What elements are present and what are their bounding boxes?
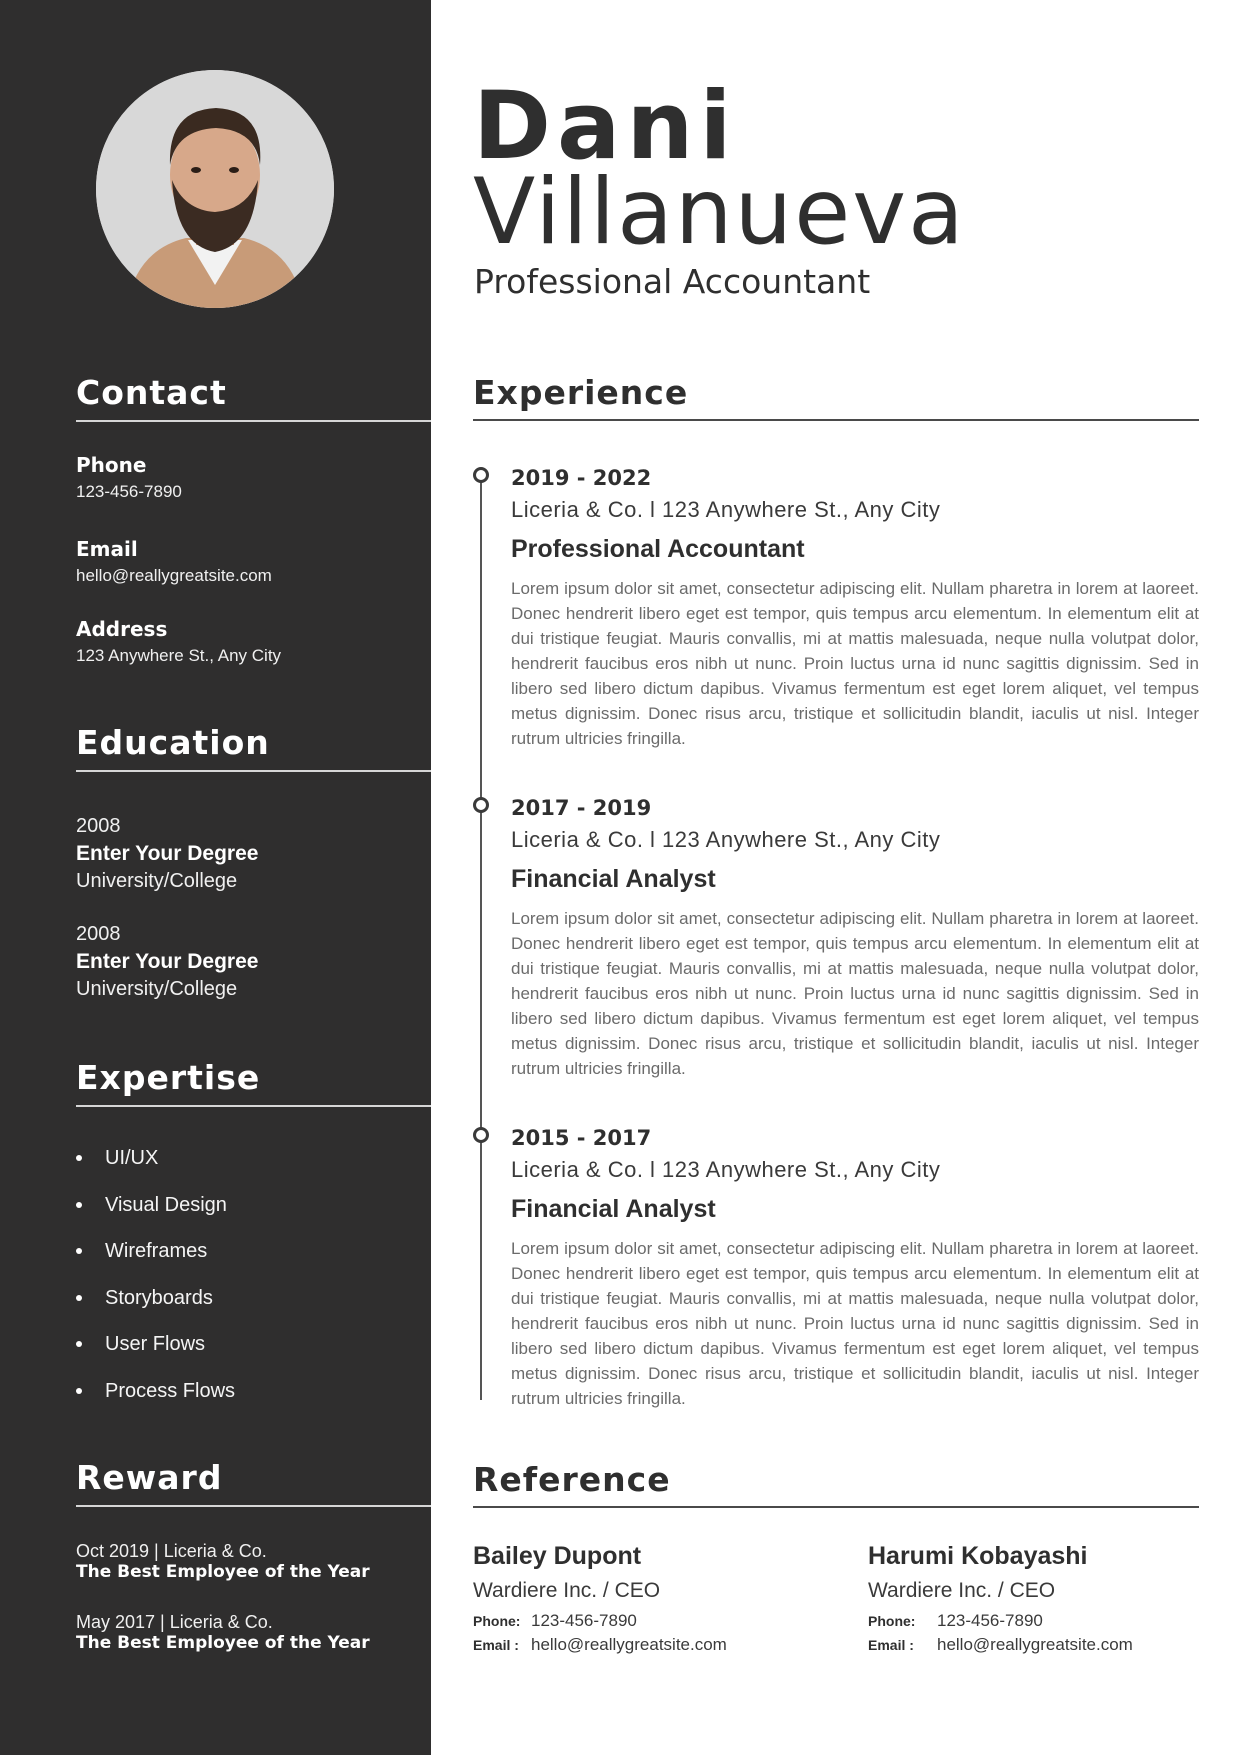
reward-meta: Oct 2019 | Liceria & Co. (76, 1541, 267, 1561)
experience-description: Lorem ipsum dolor sit amet, consectetur adipiscing elit. Nullam pharetra in lorem at laoreet. Donec hendrerit libero eget est tempor, quis tempus arcu elementum. In elementum elit at dui tristique feugiat. Mauris convallis, mi at mattis malesuada, neque nulla volutpat dolor, hendrerit faucibus eros nibh ut nunc. Proin luctus urna id nunc sagittis dignissim. Sed in libero sed libero dictum dapibus. Vivamus fermentum est eget lorem aliquet, vel tempus metus dignissim. Donec risus arcu, tristique et sollicitudin blandit, iaculis ut nisl. Integer rutrum ultricies fringilla. (511, 909, 1199, 1078)
reference-phone-row (473, 1611, 833, 1631)
experience-item (511, 795, 1199, 1081)
bullet-icon (76, 1388, 82, 1394)
experience-heading: Experience (473, 373, 1199, 421)
bullet-icon (76, 1155, 82, 1161)
experience-item (511, 1125, 1199, 1411)
reference-item (473, 1542, 833, 1655)
contact-heading: Contact (76, 373, 431, 422)
reference-name: Bailey Dupont (473, 1542, 642, 1570)
expertise-label: Wireframes (105, 1240, 208, 1262)
person-avatar-icon (96, 70, 334, 308)
last-name: Villanueva (473, 160, 966, 265)
contact-label: Address (76, 617, 168, 641)
experience-role: Financial Analyst (511, 865, 716, 893)
experience-description: Lorem ipsum dolor sit amet, consectetur adipiscing elit. Nullam pharetra in lorem at laoreet. Donec hendrerit libero eget est tempor, quis tempus arcu elementum. In elementum elit at dui tristique feugiat. Mauris convallis, mi at mattis malesuada, neque nulla volutpat dolor, hendrerit faucibus eros nibh ut nunc. Proin luctus urna id nunc sagittis dignissim. Sed in libero sed libero dictum dapibus. Vivamus fermentum est eget lorem aliquet, vel tempus metus dignissim. Donec risus arcu, tristique et sollicitudin blandit, iaculis ut nisl. Integer rutrum ultricies fringilla. (511, 1239, 1199, 1408)
timeline-line (480, 476, 482, 1400)
contact-label: Email (76, 537, 138, 561)
experience-years: 2017 - 2019 (511, 796, 652, 820)
expertise-label: User Flows (105, 1333, 206, 1355)
sidebar (0, 0, 431, 1755)
experience-role: Financial Analyst (511, 1195, 716, 1223)
experience-item (511, 465, 1199, 751)
contact-phone (76, 453, 416, 502)
reward-title: The Best Employee of the Year (76, 1633, 370, 1653)
education-degree: Enter Your Degree (76, 950, 259, 973)
education-school: University/College (76, 870, 238, 892)
reference-phone[interactable]: 123-456-7890 (937, 1611, 1043, 1630)
experience-role: Professional Accountant (511, 535, 805, 563)
list-item (76, 1372, 235, 1419)
first-name: Dani (473, 72, 738, 181)
reference-name: Harumi Kobayashi (868, 1542, 1088, 1570)
education-item (76, 815, 416, 893)
profile-photo (96, 70, 334, 308)
bullet-icon (76, 1295, 82, 1301)
reward-title: The Best Employee of the Year (76, 1562, 370, 1582)
experience-company: Liceria & Co. l 123 Anywhere St., Any City (511, 827, 941, 852)
reward-item (76, 1612, 431, 1654)
contact-label: Phone (76, 453, 147, 477)
reward-meta: May 2017 | Liceria & Co. (76, 1612, 273, 1632)
education-year: 2008 (76, 923, 121, 945)
list-item (76, 1232, 235, 1279)
reference-email[interactable]: hello@reallygreatsite.com (531, 1635, 727, 1654)
reference-email-row (868, 1635, 1228, 1655)
contact-address (76, 617, 416, 666)
expertise-list (76, 1139, 235, 1418)
bullet-icon (76, 1341, 82, 1347)
list-item (76, 1186, 235, 1233)
contact-value: 123 Anywhere St., Any City (76, 646, 282, 665)
phone-label: Phone: (473, 1613, 521, 1629)
reward-item (76, 1541, 431, 1583)
bullet-icon (76, 1248, 82, 1254)
list-item (76, 1325, 235, 1372)
reference-heading: Reference (473, 1460, 1199, 1508)
reference-email-row (473, 1635, 833, 1655)
expertise-label: Visual Design (105, 1193, 227, 1216)
email-label: Email : (473, 1637, 519, 1653)
timeline-dot-icon (473, 467, 489, 483)
reference-company: Wardiere Inc. / CEO (868, 1579, 1056, 1602)
experience-company: Liceria & Co. l 123 Anywhere St., Any City (511, 497, 941, 522)
education-heading: Education (76, 723, 431, 772)
reference-phone[interactable]: 123-456-7890 (531, 1611, 637, 1630)
experience-years: 2015 - 2017 (511, 1126, 652, 1150)
experience-description: Lorem ipsum dolor sit amet, consectetur adipiscing elit. Nullam pharetra in lorem at laoreet. Donec hendrerit libero eget est tempor, quis tempus arcu elementum. In elementum elit at dui tristique feugiat. Mauris convallis, mi at mattis malesuada, neque nulla volutpat dolor, hendrerit faucibus eros nibh ut nunc. Proin luctus urna id nunc sagittis dignissim. Sed in libero sed libero dictum dapibus. Vivamus fermentum est eget lorem aliquet, vel tempus metus dignissim. Donec risus arcu, tristique et sollicitudin blandit, iaculis ut nisl. Integer rutrum ultricies fringilla. (511, 579, 1199, 748)
contact-value[interactable]: hello@reallygreatsite.com (76, 566, 272, 585)
contact-email (76, 537, 416, 586)
experience-years: 2019 - 2022 (511, 466, 652, 490)
list-item (76, 1279, 235, 1326)
reference-phone-row (868, 1611, 1228, 1631)
reference-email[interactable]: hello@reallygreatsite.com (937, 1635, 1133, 1654)
education-item (76, 923, 416, 1001)
bullet-icon (76, 1202, 82, 1208)
timeline-dot-icon (473, 1127, 489, 1143)
contact-value[interactable]: 123-456-7890 (76, 482, 182, 501)
job-title: Professional Accountant (474, 262, 871, 301)
phone-label: Phone: (868, 1613, 916, 1629)
expertise-label: UI/UX (105, 1147, 159, 1169)
experience-company: Liceria & Co. l 123 Anywhere St., Any City (511, 1157, 941, 1182)
expertise-label: Process Flows (105, 1379, 236, 1402)
education-school: University/College (76, 978, 238, 1000)
reward-heading: Reward (76, 1458, 431, 1507)
reference-item (868, 1542, 1228, 1655)
timeline-dot-icon (473, 797, 489, 813)
reference-company: Wardiere Inc. / CEO (473, 1579, 661, 1602)
expertise-label: Storyboards (105, 1286, 213, 1309)
expertise-heading: Expertise (76, 1058, 431, 1107)
education-year: 2008 (76, 815, 121, 837)
list-item (76, 1139, 235, 1186)
email-label: Email : (868, 1637, 914, 1653)
education-degree: Enter Your Degree (76, 842, 259, 865)
